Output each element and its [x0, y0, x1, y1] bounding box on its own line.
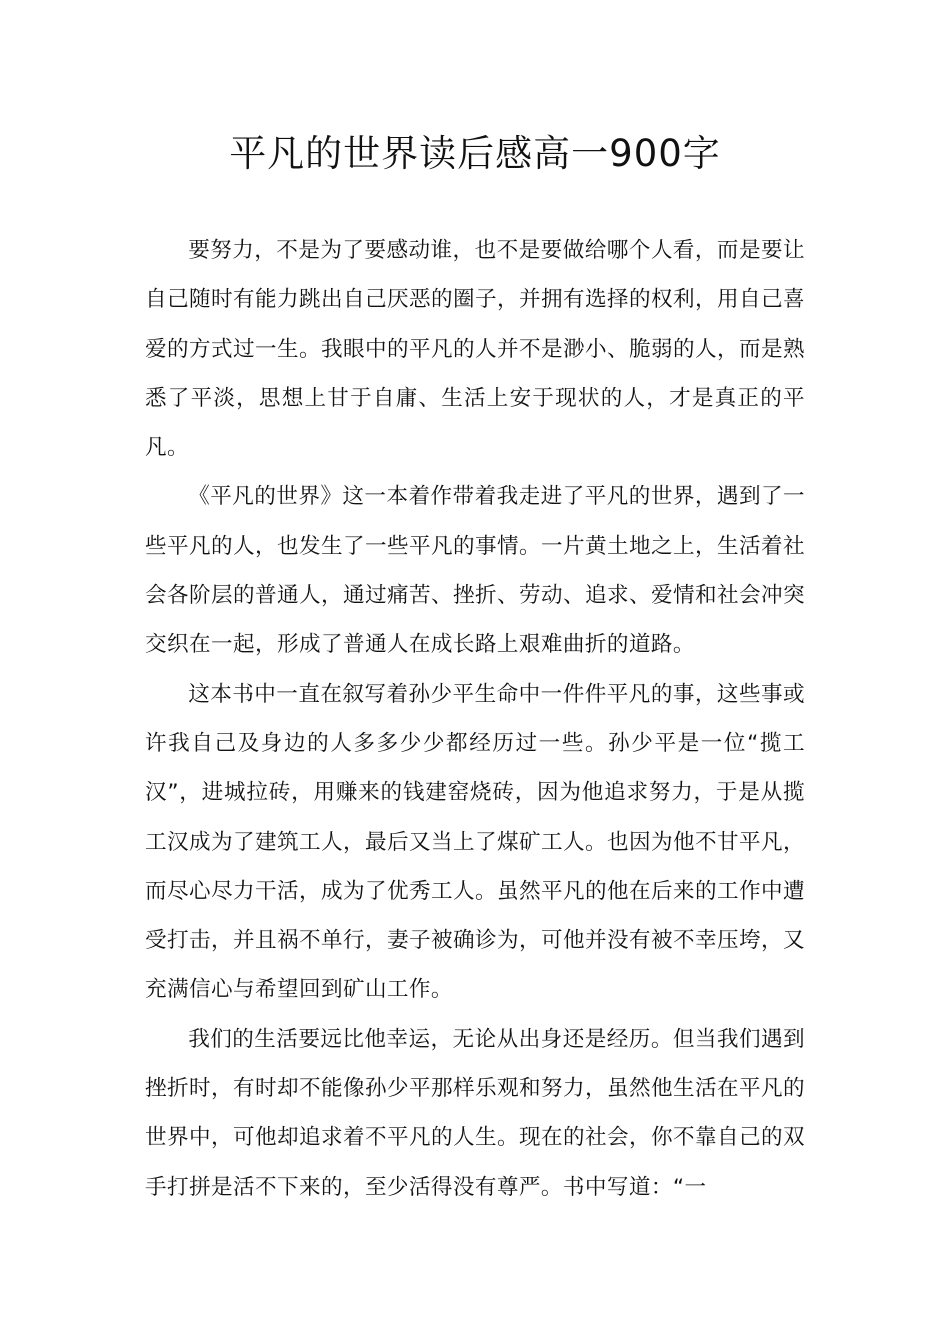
paragraph-4: 我们的生活要远比他幸运，无论从出身还是经历。但当我们遇到挫折时，有时却不能像孙少平那样乐观和努力，虽然他生活在平凡的世界中，可他却追求着不平凡的人生。现在的社会，你不靠自己的双手打拼是活不下来的，至少活得没有尊严。书中写道：“一: [145, 1026, 805, 1200]
document-body: [145, 226, 805, 1212]
paragraph-3: 这本书中一直在叙写着孙少平生命中一件件平凡的事，这些事或许我自己及身边的人多多少少都经历过一些。孙少平是一位“揽工汉”，进城拉砖，用赚来的钱建窑烧砖，因为他追求努力，于是从揽工汉成为了建筑工人，最后又当上了煤矿工人。也因为他不甘平凡，而尽心尽力干活，成为了优秀工人。虽然平凡的他在后来的工作中遭受打击，并且祸不单行，妻子被确诊为，可他并没有被不幸压垮，又充满信心与希望回到矿山工作。: [145, 681, 805, 1003]
paragraph-1: 要努力，不是为了要感动谁，也不是要做给哪个人看，而是要让自己随时有能力跳出自己厌恶的圈子，并拥有选择的权利，用自己喜爱的方式过一生。我眼中的平凡的人并不是渺小、脆弱的人，而是熟悉了平淡，思想上甘于自庸、生活上安于现状的人，才是真正的平凡。: [145, 238, 805, 461]
document-title: 平凡的世界读后感高一900字: [229, 132, 721, 175]
paragraph-2: 《平凡的世界》这一本着作带着我走进了平凡的世界，遇到了一些平凡的人，也发生了一些平凡的事情。一片黄土地之上，生活着社会各阶层的普通人，通过痛苦、挫折、劳动、追求、爱情和社会冲突交织在一起，形成了普通人在成长路上艰难曲折的道路。: [145, 484, 805, 658]
